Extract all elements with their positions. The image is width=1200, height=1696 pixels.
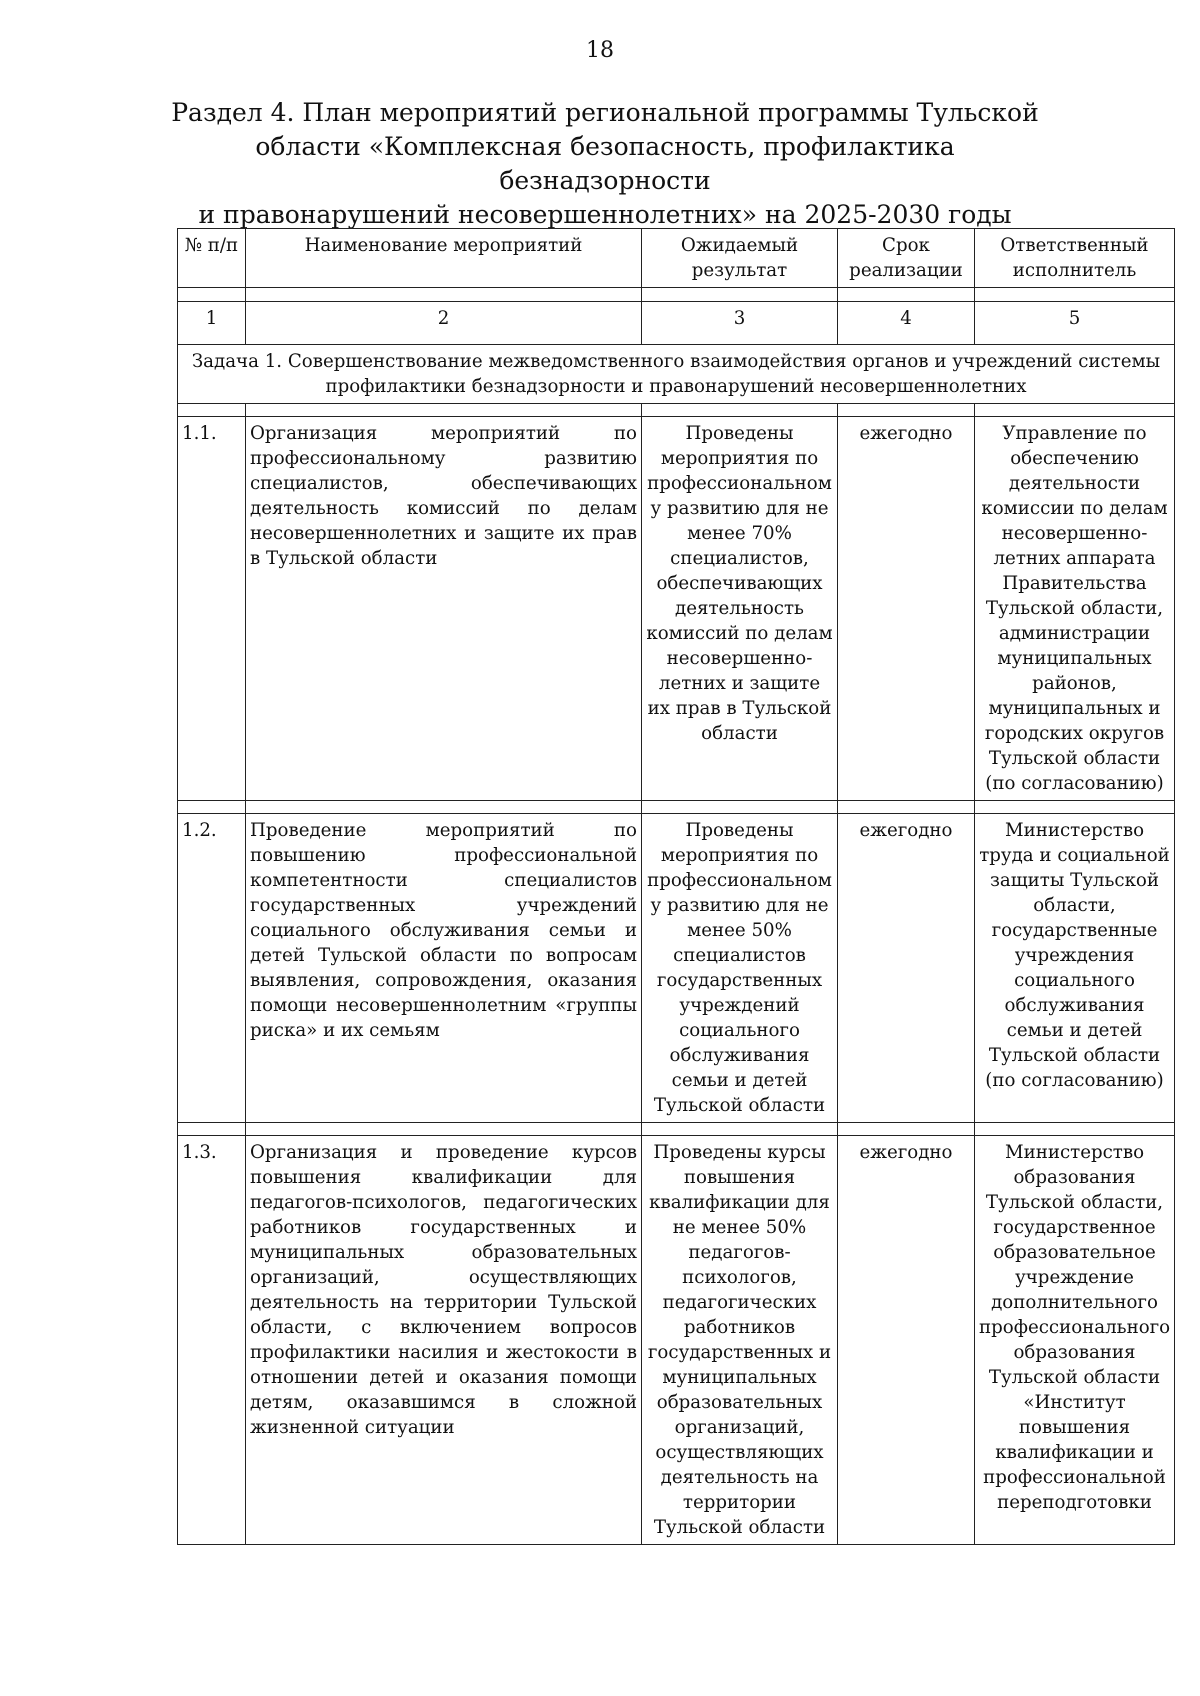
responsible-executor: Министерство труда и социальной защиты Тульской области, государственные учреждения социального обслуживания семьи и детей Тульской области (по согласованию) [975,814,1175,1123]
row-separator [178,801,1175,814]
activity-name: Организация и проведение курсов повышения квалификации для педагогов-психологов, педагогических работников государственных и муниципальных образовательных организаций, осуществляющих деятельность на территории Тульской области, с включением вопросов профилактики насилия и жестокости в отношении детей и оказания помощи детям, оказавшимся в сложной жизненной ситуации [246,1136,642,1545]
column-number: 5 [975,302,1175,345]
responsible-executor: Управление по обеспечению деятельности комиссии по делам несовершенно-летних аппарата Правительства Тульской области, администрации муниципальных районов, муниципальных и городских округов Тульской области (по согласованию) [975,417,1175,801]
implementation-term: ежегодно [838,417,975,801]
title-line-1: Раздел 4. План мероприятий региональной программы Тульской [171,98,1039,127]
row-number: 1.3. [178,1136,246,1545]
expected-result: Проведены мероприятия по профессиональном у развитию для не менее 50% специалистов государственных учреждений социального обслуживания семьи и детей Тульской области [642,814,838,1123]
activity-name: Организация мероприятий по профессиональному развитию специалистов, обеспечивающих деятельность комиссий по делам несовершеннолетних и защите их прав в Тульской области [246,417,642,801]
row-number: 1.1. [178,417,246,801]
responsible-executor: Министерство образования Тульской области, государственное образовательное учреждение дополнительного профессионального образования Тульской области «Институт повышения квалификации и профессиональной переподготовки [975,1136,1175,1545]
expected-result: Проведены курсы повышения квалификации для не менее 50% педагогов-психологов, педагогических работников государственных и муниципальных образовательных организаций, осуществляющих деятельность на территории Тульской области [642,1136,838,1545]
row-separator [178,404,1175,417]
expected-result: Проведены мероприятия по профессиональном у развитию для не менее 70% специалистов, обеспечивающих деятельность комиссий по делам несовершенно-летних и защите их прав в Тульской области [642,417,838,801]
implementation-term: ежегодно [838,814,975,1123]
title-line-2: области «Комплексная безопасность, профилактика безнадзорности [255,132,955,195]
implementation-term: ежегодно [838,1136,975,1545]
table-row [178,1136,1175,1545]
header-name: Наименование мероприятий [246,229,642,288]
task-heading: Задача 1. Совершенствование межведомственного взаимодействия органов и учреждений системы профилактики безнадзорности и правонарушений несовершеннолетних [178,345,1175,404]
column-number: 2 [246,302,642,345]
document-title [150,96,1060,232]
header-result: Ожидаемый результат [642,229,838,288]
column-number: 1 [178,302,246,345]
task-row [178,345,1175,404]
header-separator [178,288,1175,302]
row-number: 1.2. [178,814,246,1123]
header-term: Срок реализации [838,229,975,288]
column-numbers-row [178,302,1175,345]
table-header-row [178,229,1175,288]
table-row [178,814,1175,1123]
activity-name: Проведение мероприятий по повышению профессиональной компетентности специалистов государственных учреждений социального обслуживания семьи и детей Тульской области по вопросам выявления, сопровождения, оказания помощи несовершеннолетним «группы риска» и их семьям [246,814,642,1123]
action-plan-table [177,228,1175,1545]
title-line-3: и правонарушений несовершеннолетних» на 2025-2030 годы [198,200,1012,229]
header-executor: Ответственный исполнитель [975,229,1175,288]
page-number: 18 [586,38,614,63]
header-number: № п/п [178,229,246,288]
row-separator [178,1123,1175,1136]
column-number: 3 [642,302,838,345]
column-number: 4 [838,302,975,345]
table-row [178,417,1175,801]
